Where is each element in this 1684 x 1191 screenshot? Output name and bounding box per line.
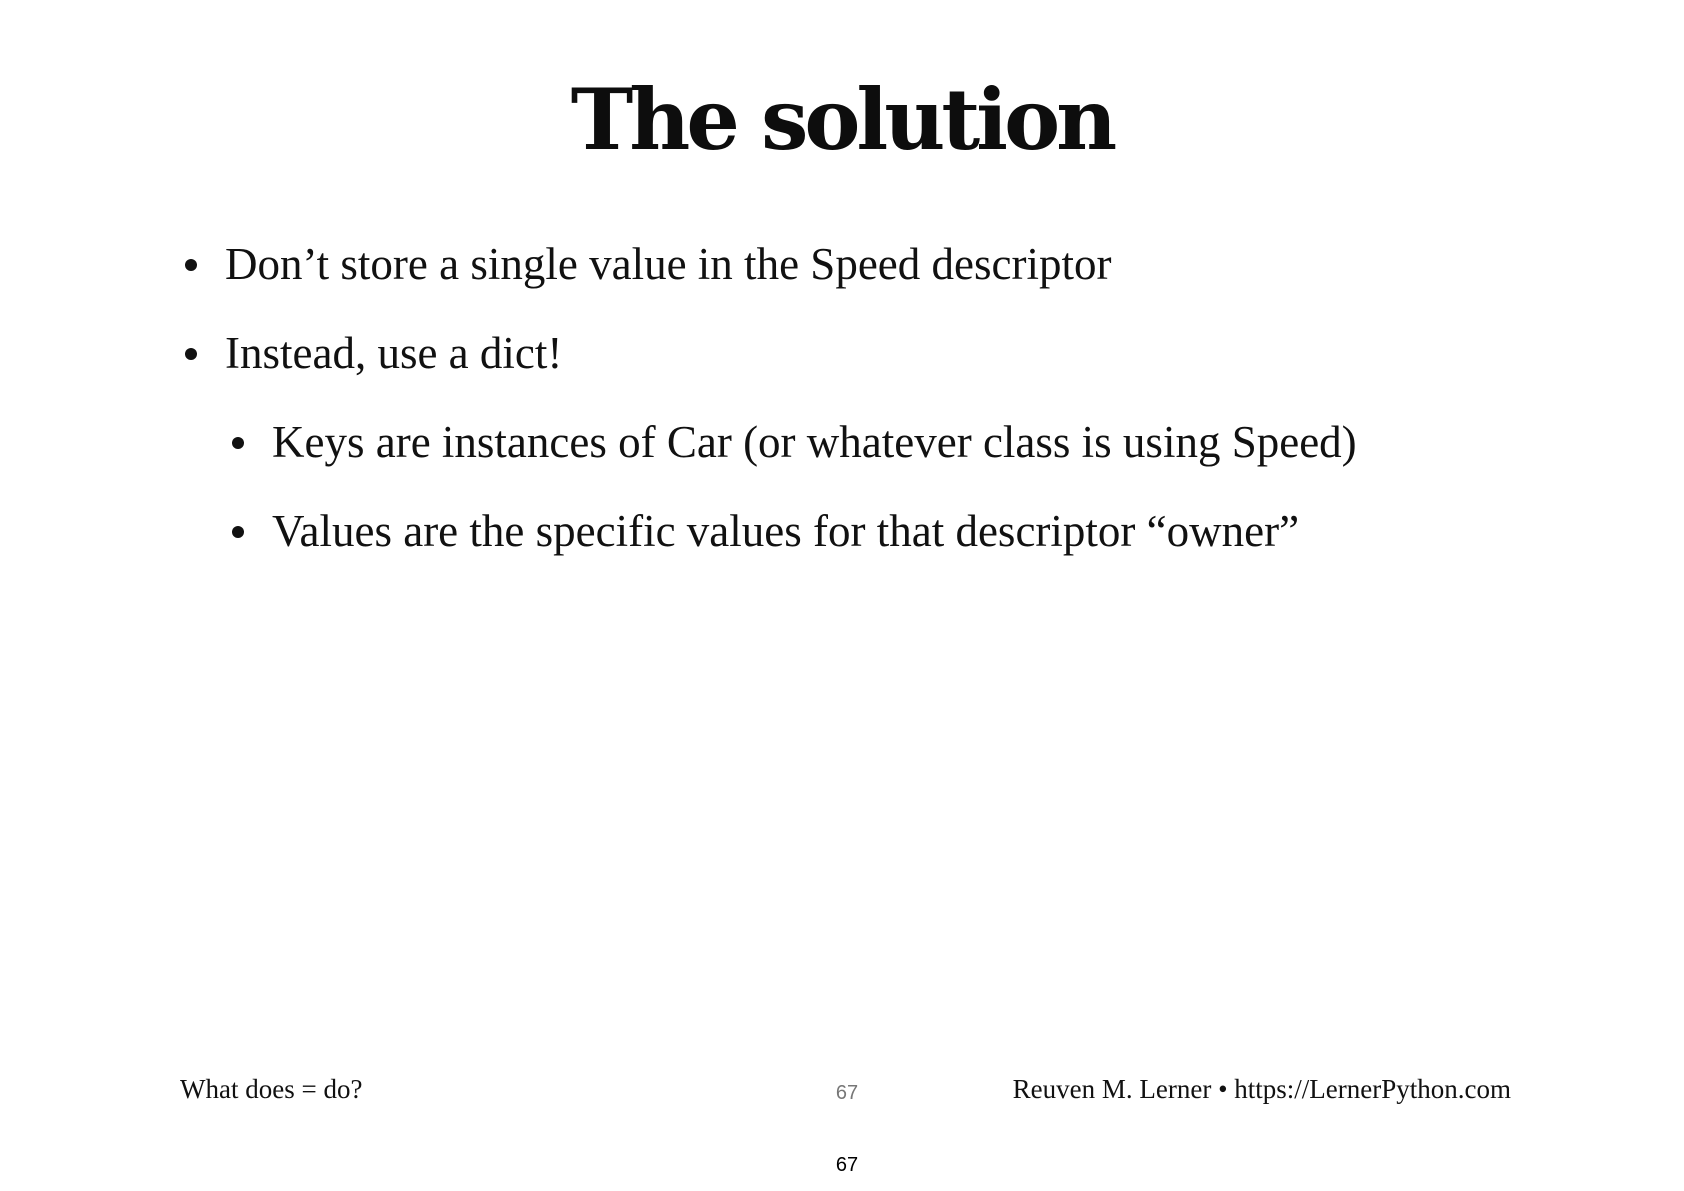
sub-bullet-dot-icon: [232, 526, 244, 538]
slide-title: The solution: [570, 70, 1114, 169]
sub-bullet-item: Keys are instances of Car (or whatever class is using Speed): [272, 417, 1357, 467]
footer-talk-title: What does = do?: [180, 1074, 363, 1104]
bullet-item: Instead, use a dict!: [225, 328, 563, 378]
bullet-dot-icon: [185, 259, 197, 271]
page-number: 67: [835, 1154, 859, 1176]
sub-bullet-item: Values are the specific values for that descriptor “owner”: [272, 506, 1300, 556]
sub-bullet-dot-icon: [232, 437, 244, 449]
bullet-dot-icon: [185, 348, 197, 360]
bullet-item: Don’t store a single value in the Speed descriptor: [225, 239, 1112, 289]
footer-author: Reuven M. Lerner • https://LernerPython.com: [1012, 1074, 1511, 1104]
footer-slide-number: 67: [835, 1082, 859, 1104]
